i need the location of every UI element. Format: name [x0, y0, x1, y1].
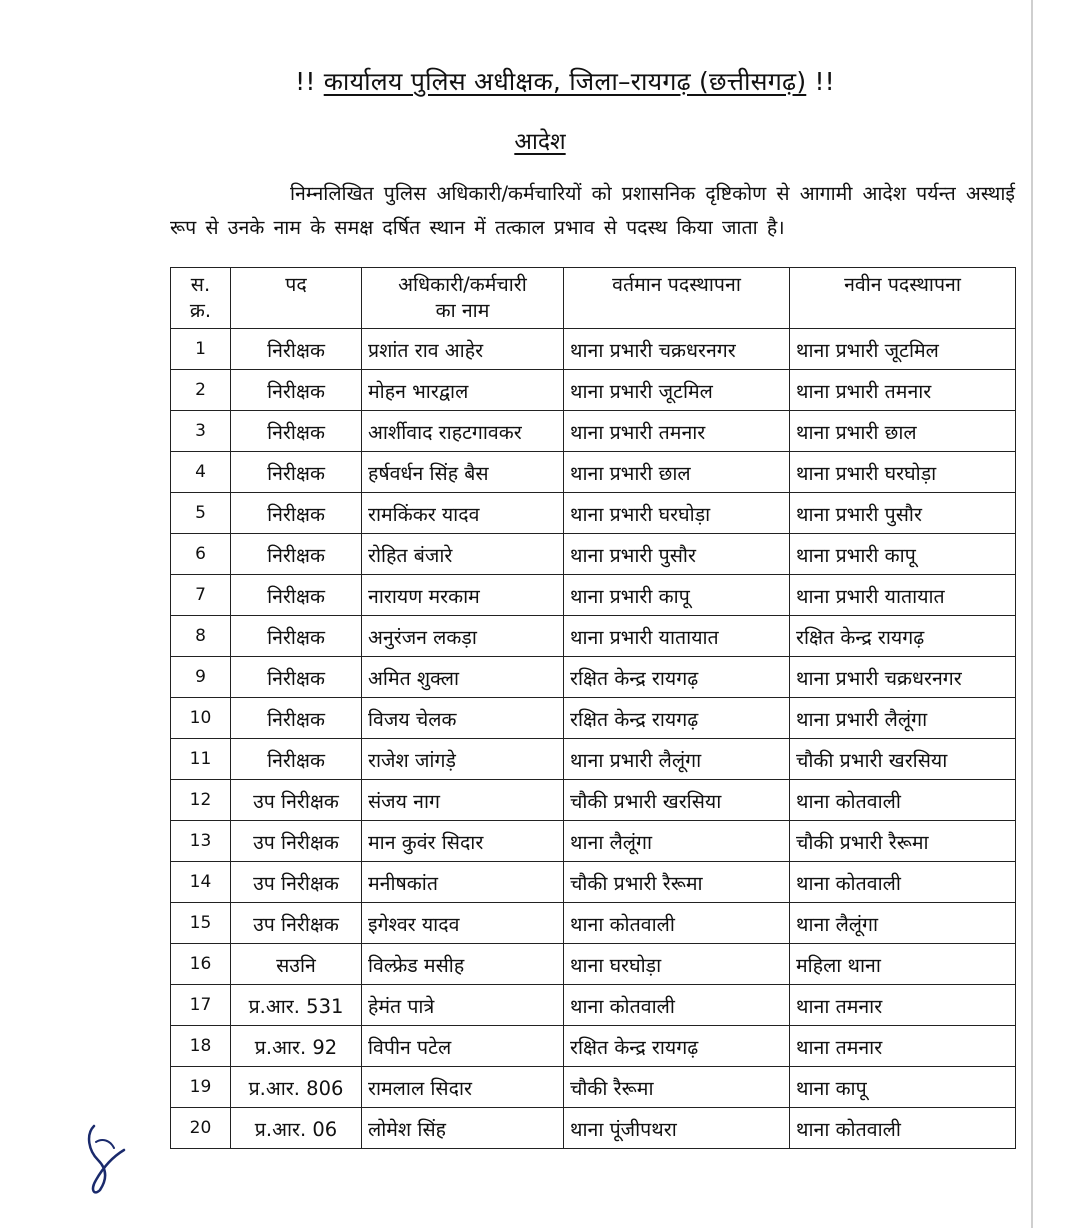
cell-post: निरीक्षक: [231, 534, 362, 575]
cell-officer-name: हेमंत पात्रे: [362, 985, 564, 1026]
signature-icon: [80, 1120, 140, 1200]
cell-officer-name: मोहन भारद्वाल: [362, 370, 564, 411]
table-row: [171, 1108, 1016, 1149]
cell-post: निरीक्षक: [231, 370, 362, 411]
header-name-line2: का नाम: [435, 299, 490, 322]
cell-current-posting: थाना प्रभारी कापू: [564, 575, 790, 616]
cell-post: प्र.आर. 806: [231, 1067, 362, 1108]
header-name: [362, 268, 564, 329]
cell-serial-number: 19: [171, 1067, 231, 1108]
cell-officer-name: अमित शुक्ला: [362, 657, 564, 698]
cell-officer-name: मनीषकांत: [362, 862, 564, 903]
cell-current-posting: थाना कोतवाली: [564, 985, 790, 1026]
cell-new-posting: थाना प्रभारी जूटमिल: [790, 329, 1016, 370]
cell-current-posting: रक्षित केन्द्र रायगढ़: [564, 1026, 790, 1067]
cell-post: निरीक्षक: [231, 739, 362, 780]
table-row: [171, 739, 1016, 780]
cell-post: निरीक्षक: [231, 493, 362, 534]
cell-post: सउनि: [231, 944, 362, 985]
cell-new-posting: चौकी प्रभारी रैरूमा: [790, 821, 1016, 862]
cell-serial-number: 10: [171, 698, 231, 739]
cell-serial-number: 13: [171, 821, 231, 862]
cell-current-posting: चौकी रैरूमा: [564, 1067, 790, 1108]
cell-post: उप निरीक्षक: [231, 903, 362, 944]
cell-serial-number: 12: [171, 780, 231, 821]
header-serial-line1: स.: [190, 273, 211, 296]
table-row: [171, 780, 1016, 821]
cell-serial-number: 20: [171, 1108, 231, 1149]
cell-post: निरीक्षक: [231, 452, 362, 493]
cell-current-posting: थाना प्रभारी पुसौर: [564, 534, 790, 575]
cell-post: प्र.आर. 531: [231, 985, 362, 1026]
cell-serial-number: 6: [171, 534, 231, 575]
header-serial-line2: क्र.: [189, 299, 212, 322]
table-row: [171, 616, 1016, 657]
cell-new-posting: थाना प्रभारी तमनार: [790, 370, 1016, 411]
table-row: [171, 452, 1016, 493]
cell-current-posting: रक्षित केन्द्र रायगढ़: [564, 657, 790, 698]
cell-current-posting: चौकी प्रभारी खरसिया: [564, 780, 790, 821]
cell-current-posting: थाना लैलूंगा: [564, 821, 790, 862]
heading-suffix: !!: [814, 67, 835, 96]
cell-current-posting: थाना प्रभारी घरघोड़ा: [564, 493, 790, 534]
cell-new-posting: महिला थाना: [790, 944, 1016, 985]
cell-officer-name: विल्फ्रेड मसीह: [362, 944, 564, 985]
page-edge-divider: [1031, 0, 1033, 1228]
cell-new-posting: चौकी प्रभारी खरसिया: [790, 739, 1016, 780]
cell-officer-name: रोहित बंजारे: [362, 534, 564, 575]
table-row: [171, 534, 1016, 575]
cell-post: प्र.आर. 06: [231, 1108, 362, 1149]
cell-serial-number: 16: [171, 944, 231, 985]
cell-post: उप निरीक्षक: [231, 821, 362, 862]
table-row: [171, 575, 1016, 616]
order-intro-paragraph: निम्नलिखित पुलिस अधिकारी/कर्मचारियों को प्रशासनिक दृष्टिकोण से आगामी आदेश पर्यन्त अस्थाई रूप से उनके नाम के समक्ष दर्षित स्थान में तत्काल प्रभाव से पदस्थ किया जाता है।: [170, 182, 1015, 239]
cell-officer-name: विपीन पटेल: [362, 1026, 564, 1067]
cell-current-posting: थाना प्रभारी छाल: [564, 452, 790, 493]
cell-new-posting: थाना तमनार: [790, 985, 1016, 1026]
cell-serial-number: 17: [171, 985, 231, 1026]
cell-new-posting: थाना तमनार: [790, 1026, 1016, 1067]
table-row: [171, 985, 1016, 1026]
cell-new-posting: थाना प्रभारी कापू: [790, 534, 1016, 575]
heading-text: कार्यालय पुलिस अधीक्षक, जिला–रायगढ़ (छत्तीसगढ़): [323, 67, 807, 96]
cell-serial-number: 18: [171, 1026, 231, 1067]
cell-officer-name: रामलाल सिदार: [362, 1067, 564, 1108]
cell-current-posting: थाना कोतवाली: [564, 903, 790, 944]
cell-serial-number: 1: [171, 329, 231, 370]
order-title: आदेश: [514, 129, 566, 155]
header-new-posting: नवीन पदस्थापना: [790, 268, 1016, 329]
table-row: [171, 944, 1016, 985]
cell-new-posting: थाना प्रभारी छाल: [790, 411, 1016, 452]
transfer-table: [170, 267, 1016, 1149]
cell-serial-number: 5: [171, 493, 231, 534]
table-row: [171, 370, 1016, 411]
cell-serial-number: 4: [171, 452, 231, 493]
cell-officer-name: विजय चेलक: [362, 698, 564, 739]
table-row: [171, 1067, 1016, 1108]
cell-post: निरीक्षक: [231, 411, 362, 452]
cell-post: निरीक्षक: [231, 698, 362, 739]
table-row: [171, 903, 1016, 944]
cell-new-posting: थाना लैलूंगा: [790, 903, 1016, 944]
cell-serial-number: 14: [171, 862, 231, 903]
cell-post: निरीक्षक: [231, 657, 362, 698]
cell-post: निरीक्षक: [231, 329, 362, 370]
cell-serial-number: 11: [171, 739, 231, 780]
cell-officer-name: हर्षवर्धन सिंह बैस: [362, 452, 564, 493]
cell-new-posting: रक्षित केन्द्र रायगढ़: [790, 616, 1016, 657]
cell-serial-number: 15: [171, 903, 231, 944]
cell-post: उप निरीक्षक: [231, 780, 362, 821]
cell-current-posting: चौकी प्रभारी रैरूमा: [564, 862, 790, 903]
cell-officer-name: आर्शीवाद राहटगावकर: [362, 411, 564, 452]
cell-post: उप निरीक्षक: [231, 862, 362, 903]
cell-officer-name: लोमेश सिंह: [362, 1108, 564, 1149]
cell-new-posting: थाना कोतवाली: [790, 780, 1016, 821]
cell-serial-number: 9: [171, 657, 231, 698]
table-row: [171, 493, 1016, 534]
header-current-posting: वर्तमान पदस्थापना: [564, 268, 790, 329]
cell-new-posting: थाना प्रभारी घरघोड़ा: [790, 452, 1016, 493]
cell-post: निरीक्षक: [231, 575, 362, 616]
table-header-row: [171, 268, 1016, 329]
cell-current-posting: थाना पूंजीपथरा: [564, 1108, 790, 1149]
cell-current-posting: थाना प्रभारी लैलूंगा: [564, 739, 790, 780]
cell-officer-name: प्रशांत राव आहेर: [362, 329, 564, 370]
table-row: [171, 657, 1016, 698]
cell-new-posting: थाना प्रभारी यातायात: [790, 575, 1016, 616]
cell-new-posting: थाना कोतवाली: [790, 862, 1016, 903]
cell-officer-name: नारायण मरकाम: [362, 575, 564, 616]
cell-officer-name: इगेश्वर यादव: [362, 903, 564, 944]
table-row: [171, 821, 1016, 862]
cell-officer-name: राजेश जांगड़े: [362, 739, 564, 780]
cell-new-posting: थाना कापू: [790, 1067, 1016, 1108]
table-row: [171, 329, 1016, 370]
header-post: पद: [231, 268, 362, 329]
table-row: [171, 862, 1016, 903]
heading-prefix: !!: [295, 67, 316, 96]
table-row: [171, 1026, 1016, 1067]
cell-officer-name: संजय नाग: [362, 780, 564, 821]
header-name-line1: अधिकारी/कर्मचारी: [398, 273, 527, 296]
cell-serial-number: 8: [171, 616, 231, 657]
cell-post: प्र.आर. 92: [231, 1026, 362, 1067]
cell-current-posting: थाना प्रभारी यातायात: [564, 616, 790, 657]
table-row: [171, 411, 1016, 452]
cell-officer-name: रामकिंकर यादव: [362, 493, 564, 534]
cell-new-posting: थाना प्रभारी पुसौर: [790, 493, 1016, 534]
header-serial-number: [171, 268, 231, 329]
cell-current-posting: थाना घरघोड़ा: [564, 944, 790, 985]
cell-officer-name: मान कुवंर सिदार: [362, 821, 564, 862]
cell-current-posting: थाना प्रभारी तमनार: [564, 411, 790, 452]
cell-current-posting: थाना प्रभारी चक्रधरनगर: [564, 329, 790, 370]
cell-serial-number: 3: [171, 411, 231, 452]
cell-current-posting: रक्षित केन्द्र रायगढ़: [564, 698, 790, 739]
office-heading: [0, 64, 1080, 98]
cell-serial-number: 2: [171, 370, 231, 411]
cell-new-posting: थाना प्रभारी लैलूंगा: [790, 698, 1016, 739]
cell-current-posting: थाना प्रभारी जूटमिल: [564, 370, 790, 411]
cell-serial-number: 7: [171, 575, 231, 616]
cell-officer-name: अनुरंजन लकड़ा: [362, 616, 564, 657]
table-row: [171, 698, 1016, 739]
cell-new-posting: थाना प्रभारी चक्रधरनगर: [790, 657, 1016, 698]
cell-post: निरीक्षक: [231, 616, 362, 657]
table-body: [171, 329, 1016, 1149]
cell-new-posting: थाना कोतवाली: [790, 1108, 1016, 1149]
